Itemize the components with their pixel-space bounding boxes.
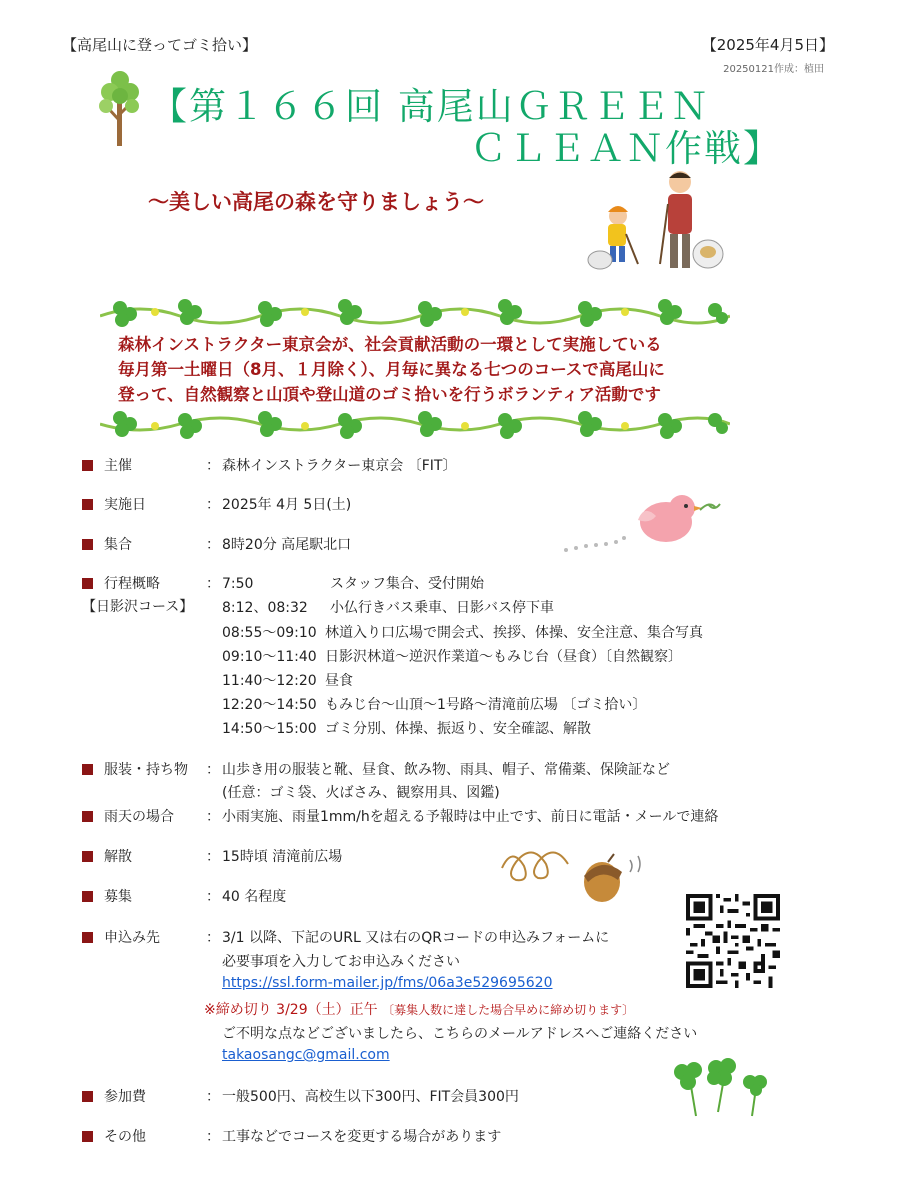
bullet-square bbox=[82, 811, 93, 822]
colon: ： bbox=[206, 930, 220, 946]
schedule-time: 8:12、08:32 bbox=[222, 600, 308, 616]
label: 参加費 bbox=[104, 1089, 146, 1105]
colon: ： bbox=[206, 1089, 220, 1105]
schedule-time: 12:20～14:50 bbox=[222, 697, 317, 713]
apply-url-link[interactable]: https://ssl.form-mailer.jp/fms/06a3e529695620 bbox=[222, 975, 553, 991]
intro-line: 毎月第一土曜日（8月、１月除く）、月毎に異なる七つのコースで高尾山に bbox=[118, 360, 665, 379]
course-name: 【日影沢コース】 bbox=[82, 599, 194, 615]
label: 服装・持ち物 bbox=[104, 762, 188, 778]
schedule-item bbox=[222, 670, 353, 692]
bullet-square bbox=[82, 764, 93, 775]
bullet-square bbox=[82, 1091, 93, 1102]
header-date: 【2025年4月5日】 bbox=[701, 36, 834, 54]
intro-text bbox=[118, 332, 768, 407]
colon: ： bbox=[206, 458, 220, 474]
schedule-item bbox=[222, 573, 484, 595]
value: 山歩き用の服装と靴、昼食、飲み物、雨具、帽子、常備薬、保険証など bbox=[222, 762, 670, 778]
value: 工事などでコースを変更する場合があります bbox=[222, 1129, 502, 1145]
bullet-square bbox=[82, 499, 93, 510]
page-title-line1: 【第１６６回 高尾山ＧＲＥＥＮ bbox=[150, 85, 710, 128]
label: 実施日 bbox=[104, 497, 146, 513]
acorn-icon bbox=[492, 838, 662, 908]
bird-icon bbox=[560, 486, 730, 562]
colon: ： bbox=[206, 889, 220, 905]
clover-vine-bottom bbox=[100, 404, 730, 444]
colon: ： bbox=[206, 849, 220, 865]
bullet-square bbox=[82, 891, 93, 902]
schedule-desc: スタッフ集合、受付開始 bbox=[330, 576, 484, 592]
bullet-square bbox=[82, 932, 93, 943]
schedule-desc: もみじ台～山頂～1号路～清滝前広場 〔ゴミ拾い〕 bbox=[325, 697, 647, 713]
intro-line: 森林インストラクター東京会が、社会貢献活動の一環として実施している bbox=[118, 335, 662, 354]
schedule-time: 7:50 bbox=[222, 576, 254, 592]
tree-icon bbox=[96, 66, 144, 148]
bullet-square bbox=[82, 578, 93, 589]
label: 行程概略 bbox=[104, 576, 160, 592]
schedule-time: 08:55～09:10 bbox=[222, 625, 317, 641]
colon: ： bbox=[206, 576, 220, 592]
schedule-desc: 昼食 bbox=[325, 673, 353, 689]
label: 集合 bbox=[104, 537, 132, 553]
intro-line: 登って、自然観察と山頂や登山道のゴミ拾いを行うボランティア活動です bbox=[118, 385, 661, 404]
schedule-time: 14:50～15:00 bbox=[222, 721, 317, 737]
value: 小雨実施、雨量1mm/hを超える予報時は中止です、前日に電話・メールで連絡 bbox=[222, 809, 719, 825]
schedule-item bbox=[222, 718, 591, 740]
contact-email-link[interactable]: takaosangc@gmail.com bbox=[222, 1047, 390, 1063]
schedule-time: 09:10～11:40 bbox=[222, 649, 317, 665]
value: 3/1 以降、下記のURL 又は右のQRコードの申込みフォームに bbox=[222, 930, 610, 946]
value: 40 名程度 bbox=[222, 889, 287, 905]
label: 募集 bbox=[104, 889, 132, 905]
page-title-line2: ＣＬＥＡＮ作戦】 bbox=[470, 127, 782, 170]
value: 8時20分 高尾駅北口 bbox=[222, 537, 352, 553]
schedule-time: 11:40～12:20 bbox=[222, 673, 317, 689]
label: 解散 bbox=[104, 849, 132, 865]
schedule-item bbox=[222, 597, 554, 619]
value: 森林インストラクター東京会 〔FIT〕 bbox=[222, 458, 457, 474]
volunteers-illustration bbox=[580, 168, 730, 278]
colon: ： bbox=[206, 762, 220, 778]
value: 一般500円、高校生以下300円、FIT会員300円 bbox=[222, 1089, 519, 1105]
schedule-desc: ゴミ分別、体操、振返り、安全確認、解散 bbox=[325, 721, 591, 737]
bullet-square bbox=[82, 460, 93, 471]
bullet-square bbox=[82, 851, 93, 862]
header-left: 【高尾山に登ってゴミ拾い】 bbox=[62, 36, 258, 54]
schedule-item bbox=[222, 694, 646, 716]
schedule-item bbox=[222, 622, 703, 644]
label: その他 bbox=[104, 1129, 146, 1145]
label: 申込み先 bbox=[104, 930, 160, 946]
subtitle: ～美しい高尾の森を守りましょう～ bbox=[148, 190, 484, 214]
clothing-note: (任意：ゴミ袋、火ばさみ、観察用具、図鑑) bbox=[222, 785, 500, 801]
clover-vine-top bbox=[100, 294, 730, 334]
colon: ： bbox=[206, 809, 220, 825]
deadline: ※締め切り 3/29（土）正午 bbox=[204, 1002, 378, 1018]
created-note: 20250121作成：植田 bbox=[723, 64, 824, 75]
schedule-item bbox=[222, 646, 682, 668]
label: 主催 bbox=[104, 458, 132, 474]
value: 15時頃 清滝前広場 bbox=[222, 849, 343, 865]
apply-line2: 必要事項を入力してお申込みください bbox=[222, 954, 460, 970]
schedule-desc: 小仏行きバス乗車、日影バス停下車 bbox=[330, 600, 554, 616]
value: 2025年 4月 5日(土) bbox=[222, 497, 352, 513]
deadline-text bbox=[204, 999, 634, 1019]
colon: ： bbox=[206, 497, 220, 513]
contact-text: ご不明な点などございましたら、こちらのメールアドレスへご連絡ください bbox=[222, 1026, 698, 1042]
schedule-desc: 林道入り口広場で開会式、挨拶、体操、安全注意、集合写真 bbox=[325, 625, 703, 641]
bullet-square bbox=[82, 1131, 93, 1142]
deadline-note: 〔募集人数に達した場合早めに締め切ります〕 bbox=[382, 1003, 635, 1017]
label: 雨天の場合 bbox=[104, 809, 174, 825]
bullet-square bbox=[82, 539, 93, 550]
clover-icon bbox=[660, 1054, 780, 1120]
colon: ： bbox=[206, 537, 220, 553]
qr-code-icon[interactable] bbox=[686, 894, 780, 988]
schedule-desc: 日影沢林道～逆沢作業道～もみじ台（昼食）〔自然観察〕 bbox=[325, 649, 682, 665]
colon: ： bbox=[206, 1129, 220, 1145]
